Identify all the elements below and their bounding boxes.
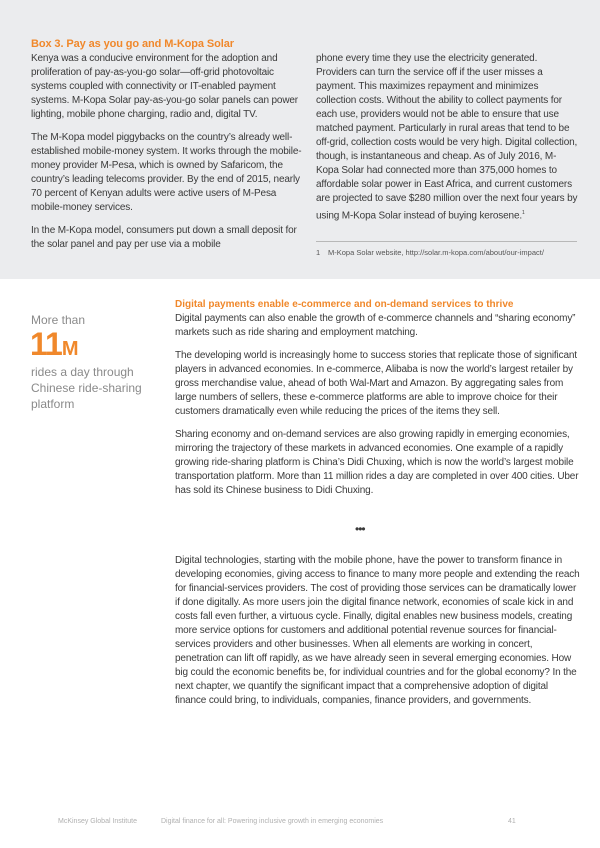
footer-organization: McKinsey Global Institute	[58, 818, 137, 825]
body-paragraph: Sharing economy and on-demand services are also growing rapidly in emerging economies, mirroring the trajectory of these markets in advanced economies. One example of a rapidly growing ride-sharing platform is China’s Didi Chuxing, which is now the world’s largest mobile transportation platform. More than 11 million rides a day are completed in over 400 cities. Uber has sold its Chinese business to Didi Chuxing.	[175, 429, 579, 496]
footnote-divider	[316, 241, 577, 242]
closing-paragraph: Digital technologies, starting with the mobile phone, have the power to transform finance in developing economies, giving access to finance to many more people and extending the reach for financial-services providers. The cost of providing those services can be dramatically lower if done digitally. As more users join the digital finance network, economies of scale kick in and costs fall even further, a virtuous cycle. Finally, digital enables new business models, creating more service options for customers and additional potential revenue sources for financial-services providers and other businesses. When all elements are working in concert, penetration can lift off rapidly, as we have already seen in several emerging economies. How big could the economic benefits be, for individual countries and for the global economy? In the next chapter, we quantify the significant impact that a comprehensive adoption of digital finance could bring, to individuals, companies, finance providers, and governments.	[175, 555, 580, 706]
box-right-column	[316, 52, 578, 232]
page-number: 41	[508, 818, 516, 825]
footnote-marker[interactable]: 1	[522, 210, 525, 216]
box-paragraph: The M-Kopa model piggybacks on the country’s already well-established mobile-money system. It works through the mobile-money provider M-Pesa, which is owned by Safaricom, the country’s leading telecoms provider. By the end of 2015, nearly 70 percent of Kenyan adults were active users of M-Pesa mobile-money services.	[31, 132, 302, 213]
box-paragraph	[316, 52, 578, 223]
callout-description: rides a day through Chinese ride-sharing platform	[31, 365, 142, 411]
box-paragraph: Kenya was a conducive environment for the adoption and proliferation of pay-as-you-go solar—off-grid photovoltaic systems coupled with connectivity or IT-enabled payment systems. M-Kopa Solar pay-as-you-go solar panels can power lighting, mobile phone charging, radio and, digital TV.	[31, 53, 298, 120]
footnote	[316, 248, 544, 257]
callout-lead: More than	[31, 313, 86, 327]
footnote-number: 1	[316, 248, 321, 257]
footer-report-title: Digital finance for all: Powering inclusive growth in emerging economies	[161, 818, 384, 825]
callout-stat	[30, 326, 79, 363]
sidebar-box	[0, 0, 600, 279]
box-paragraph: In the M-Kopa model, consumers put down a small deposit for the solar panel and pay per use via a mobile	[31, 225, 297, 250]
section-separator: •••	[355, 522, 365, 536]
box-title: Box 3. Pay as you go and M-Kopa Solar	[31, 38, 234, 50]
callout-unit: M	[61, 338, 79, 360]
box-left-column	[31, 52, 306, 261]
body-paragraph: Digital payments can also enable the growth of e-commerce channels and “sharing economy” markets such as ride sharing and employment matching.	[175, 313, 576, 338]
main-body	[175, 312, 580, 507]
section-heading: Digital payments enable e-commerce and on-demand services to thrive	[175, 299, 514, 310]
body-paragraph: The developing world is increasingly home to success stories that replicate those of significant players in advanced economies. In e-commerce, Alibaba is now the world’s largest retailer by gross merchandise value, ahead of both Wal-Mart and Amazon. By aggregating sales from large numbers of sellers, these e-commerce platforms are able to improve choice for their customers dramatically even while reducing the prices of the items they sell.	[175, 350, 577, 417]
callout-number: 11	[30, 326, 62, 362]
footnote-text: M-Kopa Solar website, http://solar.m-kopa.com/about/our-impact/	[328, 248, 544, 257]
box-paragraph-text: phone every time they use the electricity generated. Providers can turn the service off if the user misses a payment. This maximizes repayment and minimizes collection costs. Without the ability to collect payments for each use, providers would not be able to ensure that use matched payment. Particularly in rural areas that tend to be off-grid, collection costs would be very high. Digital collection, though, is instantaneous and cheap. As of July 2016, M-Kopa Solar had connected more than 375,000 homes to affordable solar power in East Africa, and current customers are projected to save $280 million over the next four years by using M-Kopa Solar instead of buying kerosene.	[316, 53, 578, 222]
